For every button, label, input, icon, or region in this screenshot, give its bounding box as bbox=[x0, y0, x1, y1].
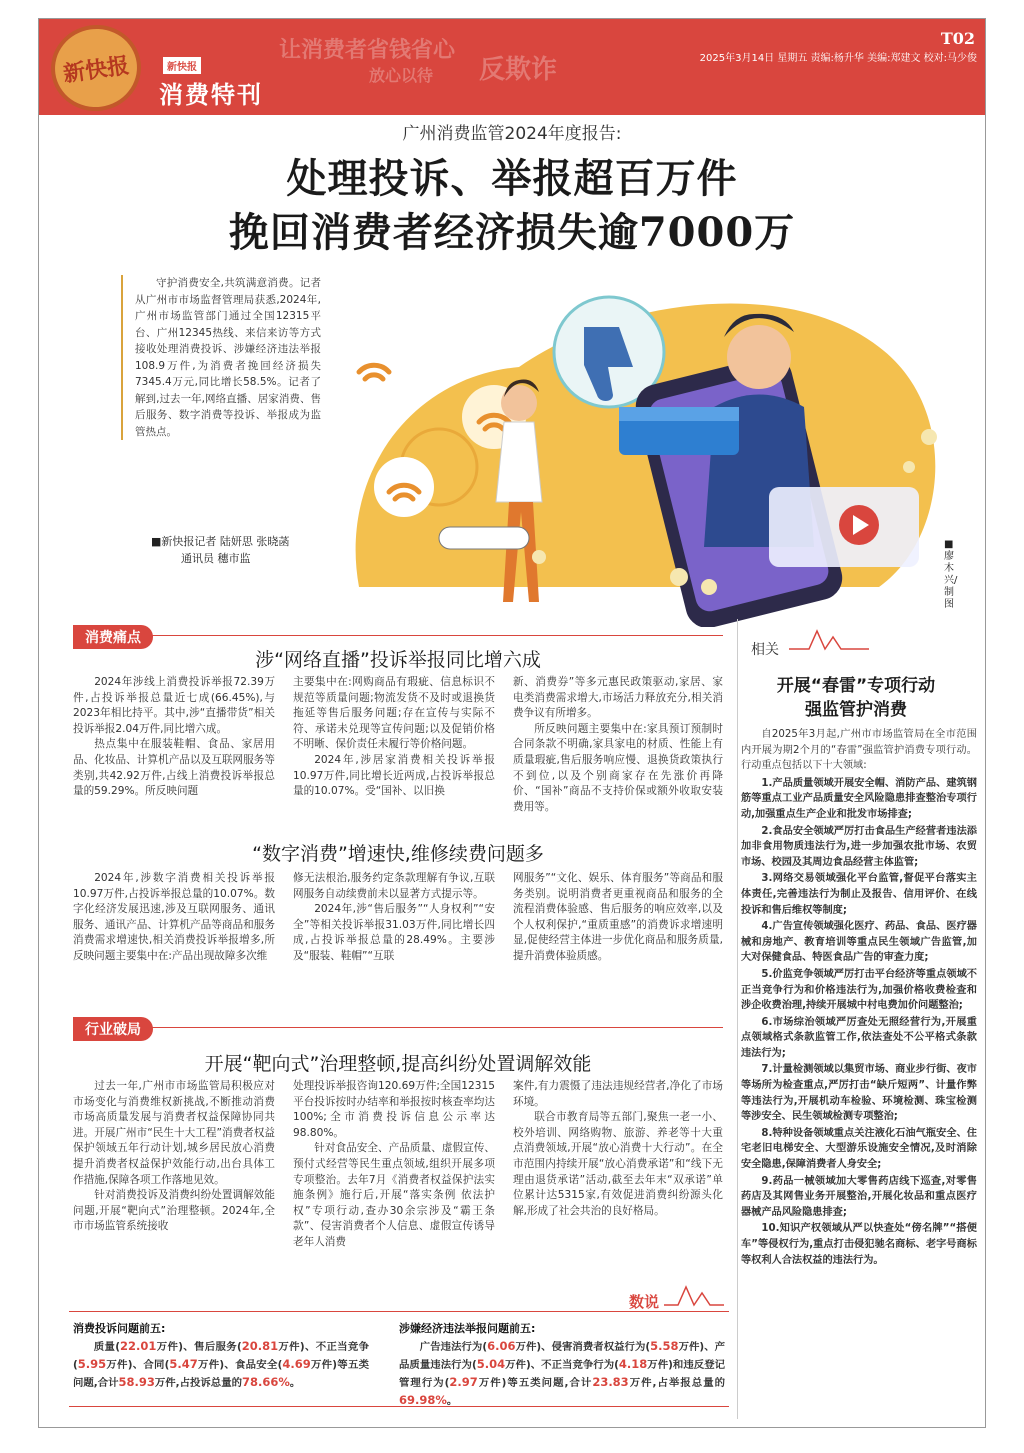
byline bbox=[151, 533, 289, 567]
date-editor-line: 2025年3月14日 星期五 责编:杨升华 美编:郑建文 校对:马少俊 bbox=[699, 53, 977, 64]
paragraph: 联合市教育局等五部门,聚焦一老一小、校外培训、网络购物、旅游、养老等十大重点消费领域,开展“放心消费十大行动”。在全市范围内持续开展“放心消费承诺”和“线下无理由退货承诺”活动,截至去年末“双承诺”单位累计达5315家,有效促进消费纠纷源头化解,形成了社会共治的良好格局。 bbox=[513, 1111, 723, 1217]
text: 万件)、产品质量违法行为( bbox=[399, 1341, 726, 1371]
section2-label: 行业破局 bbox=[73, 1017, 153, 1041]
paragraph: 热点集中在服装鞋帽、食品、家居用品、化妆品、计算机产品以及互联网服务等类别,共42.92万件,占线上消费投诉举报总量的59.29%。所反映问题 bbox=[73, 738, 275, 798]
newspaper-page bbox=[38, 18, 986, 1428]
paragraph: 网服务”“文化、娱乐、体育服务”等商品和服务类别。说明消费者更重视商品和服务的全流程消费体验感、售后服务的响应效率,以及个人权利保护,“重质重感”的消费诉求增速明显,促使经营主体进一步优化商品和服务质量,提升消费体验质感。 bbox=[513, 872, 723, 962]
text: 万件)、侵害消费者权益行为( bbox=[515, 1341, 651, 1353]
data-right-text bbox=[399, 1338, 725, 1410]
page-number: T02 bbox=[940, 29, 975, 48]
section-name: 消费特刊 bbox=[159, 81, 263, 109]
section1-subhead-2: “数字消费”增速快,维修续费问题多 bbox=[252, 843, 544, 865]
seal-text: 新快报 bbox=[61, 53, 131, 87]
sidebar-divider bbox=[737, 619, 738, 1419]
man-head bbox=[727, 325, 791, 389]
paragraph: 处理投诉举报咨询120.69万件;全国12315平台投诉按时办结率和举报按时核查率均达100%;全市消费投诉信息公示率达98.80%。 bbox=[293, 1080, 495, 1139]
sidebar-intro: 自2025年3月起,广州市市场监管局在全市范围内开展为期2个月的“春雷”强监管护消费专项行动。行动重点包括以下十大领域: bbox=[741, 729, 977, 772]
value: 5.04 bbox=[476, 1357, 506, 1371]
paragraph: 2024年,涉“售后服务”“人身权利”“安全”等相关投诉举报31.03万件,同比增长四成,占投诉举报总量的28.49%。主要涉及“服装、鞋帽”“互联 bbox=[293, 903, 495, 962]
text: 广告违法行为( bbox=[419, 1341, 488, 1353]
text: 万件)等五类问题,合计 bbox=[477, 1377, 593, 1389]
value: 58.93 bbox=[118, 1375, 155, 1389]
section1-col2 bbox=[293, 675, 495, 800]
section2-subhead: 开展“靶向式”治理整顿,提高纠纷处置调解效能 bbox=[204, 1053, 592, 1075]
blue-box-lid bbox=[619, 407, 739, 421]
section1-subhead-1: 涉“网络直播”投诉举报同比增六成 bbox=[255, 649, 541, 671]
zigzag-line-icon bbox=[664, 1281, 724, 1309]
sidebar-item: 3.网络交易领域强化平台监管,督促平台落实主体责任,完善违法行为制止及报告、信用评价、在线投诉和售后维权等制度; bbox=[741, 873, 977, 916]
section2-rule bbox=[73, 1027, 723, 1028]
value: 78.66% bbox=[241, 1375, 290, 1389]
value: 6.06 bbox=[487, 1339, 516, 1353]
speech-bubble bbox=[439, 527, 529, 549]
paragraph: 2024年,涉数字消费相关投诉举报10.97万件,占投诉举报总量的10.07%。数字化经济发展迅速,涉及互联网服务、通讯服务、通讯产品、计算机产品等商品和服务消费需求增速快,相关消费投诉举报增多,所反映问题主要集中在:产品出现故障多次维 bbox=[73, 872, 275, 962]
sidebar-item: 10.知识产权领域从严以快查处“傍名牌”“搭便车”等侵权行为,重点打击侵犯驰名商标、老字号商标等权利人合法权益的违法行为。 bbox=[741, 1223, 977, 1266]
section1-col1 bbox=[73, 675, 275, 800]
section2-col3 bbox=[513, 1079, 723, 1219]
section2-col2 bbox=[293, 1079, 495, 1251]
text: 万件)、售后服务( bbox=[156, 1341, 242, 1353]
section2-col1 bbox=[73, 1079, 275, 1235]
consumer-illustration bbox=[319, 257, 959, 627]
data-box bbox=[69, 1311, 729, 1407]
sidebar-item: 1.产品质量领域开展安全帽、消防产品、建筑钢筋等重点工业产品质量安全风险隐患排查整治专项行动,加强重点生产企业和批发市场排查; bbox=[741, 777, 977, 820]
section1-rule bbox=[73, 635, 723, 636]
value: 2.97 bbox=[449, 1375, 478, 1389]
sidebar-item: 2.食品安全领域严厉打击食品生产经营者违法添加非食用物质违法行为,进一步加强农批市场、农贸市场、校园及其周边食品经营主体监管; bbox=[741, 825, 977, 868]
value: 69.98% bbox=[399, 1393, 447, 1407]
text: 万件)等五类问题,合计 bbox=[73, 1359, 369, 1389]
sidebar-item: 4.广告宣传领域强化医疗、药品、食品、医疗器械和房地产、教育培训等重点民生领域广告监管,加大对保健食品、特医食品广告的审查力度; bbox=[741, 921, 977, 964]
ghost-slogan-2: 放心以待 bbox=[369, 66, 434, 85]
related-label: 相关 bbox=[751, 642, 779, 658]
sidebar-title-1: 开展“春雷”专项行动 bbox=[776, 676, 936, 696]
text: 万件)和违反登记管理行为( bbox=[399, 1359, 726, 1389]
paragraph: 案件,有力震慑了违法违规经营者,净化了市场环境。 bbox=[513, 1080, 723, 1108]
headline-line-1: 处理投诉、举报超百万件 bbox=[286, 155, 738, 202]
text: 。 bbox=[446, 1395, 458, 1407]
paragraph: 2024年涉线上消费投诉举报72.39万件,占投诉举报总量近七成(66.45%),与2023年相比持平。其中,涉“直播带货”相关投诉举报2.04万件,同比增六成。 bbox=[73, 676, 275, 735]
text: 质量( bbox=[93, 1341, 121, 1353]
paragraph: 主要集中在:网购商品有瑕疵、信息标识不规范等质量问题;物流发货不及时或退换货拖延等售后服务问题;存在宣传与实际不符、承诺未兑现等宣传问题;以及促销价格不明晰、保价责任未履行等价格问题。 bbox=[293, 676, 495, 751]
value: 20.81 bbox=[241, 1339, 279, 1353]
paragraph: 过去一年,广州市市场监管局积极应对市场变化与消费维权新挑战,不断推动消费市场高质量发展与消费者权益保障协同共进。开展广州市“民生十大工程”消费者权益保护领域五年行动计划,城乡居民放心消费提升消费者权益保护效能行动,出台具体工作措施,保障各项工作落地见效。 bbox=[73, 1080, 275, 1186]
sidebar-item: 8.特种设备领域重点关注液化石油气瓶安全、住宅老旧电梯安全、大型游乐设施安全情况,及时消除安全隐患,保障消费者人身安全; bbox=[741, 1127, 977, 1171]
text: 万件,占投诉总量的 bbox=[154, 1377, 242, 1389]
data-box-label: 数说 bbox=[629, 1293, 660, 1311]
value: 5.47 bbox=[169, 1357, 198, 1371]
ghost-slogan-3: 反欺诈 bbox=[479, 55, 558, 85]
ghost-slogan-1: 让消费者省钱省心 bbox=[279, 38, 456, 63]
data-left-text bbox=[73, 1338, 369, 1392]
text: 万件)、不正当竞争行为( bbox=[505, 1359, 619, 1371]
sidebar-body bbox=[741, 727, 977, 1269]
sidebar-item: 5.价监竞争领域严厉打击平台经济等重点领域不正当竞争行为和价格违法行为,加强价格收费检查和涉企收费治理,持续开展城中村电费加价问题整治; bbox=[741, 968, 977, 1012]
text: 万件)、合同( bbox=[106, 1359, 170, 1371]
sidebar-item: 9.药品一械领域加大零售药店线下巡查,对零售药店及其网售业务开展整治,开展化妆品和重点医疗器械产品风险隐患排查; bbox=[741, 1175, 977, 1218]
paragraph: 2024年,涉居家消费相关投诉举报10.97万件,同比增长近两成,占投诉举报总量的10.07%。受“国补、以旧换 bbox=[293, 753, 495, 798]
value: 4.69 bbox=[282, 1357, 311, 1371]
byline-reporters: ■新快报记者 陆妍思 张晓菡 bbox=[151, 535, 290, 548]
header-band bbox=[39, 19, 985, 115]
paragraph: 针对消费投诉及消费纠纷处置调解效能问题,开展“靶向式”治理整顿。2024年,全市市场监管系统接收 bbox=[73, 1189, 275, 1233]
sidebar-item: 6.市场综治领域严厉查处无照经营行为,开展重点领域格式条款监管工作,依法查处不公平格式条款违法行为; bbox=[741, 1016, 977, 1059]
value: 22.01 bbox=[120, 1339, 157, 1353]
paragraph: 针对食品安全、产品质量、虚假宣传、预付式经营等民生重点领域,组织开展多项专项整治。去年7月《消费者权益保护法实施条例》施行后,开展“落实条例 依法护权”专项行动,查办30余宗涉及“霸王条款”、侵害消费者个人信息、虚假宣传诱导老年人消费 bbox=[293, 1142, 495, 1248]
value: 4.18 bbox=[618, 1357, 648, 1371]
text: 万件,占举报总量的 bbox=[628, 1377, 725, 1389]
byline-correspondent: 通讯员 穗市监 bbox=[181, 552, 251, 565]
value: 5.58 bbox=[650, 1339, 679, 1353]
data-right-title: 涉嫌经济违法举报问题前五: bbox=[399, 1322, 536, 1335]
headline-line-2: 挽回消费者经济损失逾7000万 bbox=[228, 209, 796, 256]
newspaper-seal-logo bbox=[45, 19, 146, 115]
value: 5.95 bbox=[77, 1357, 107, 1371]
headline-kicker: 广州消费监管2024年度报告: bbox=[402, 124, 622, 144]
section-tag: 新快报 bbox=[163, 57, 201, 74]
section1-digital-col3 bbox=[513, 871, 723, 965]
zigzag-line-icon bbox=[789, 623, 869, 653]
illustration-credit: ■廖木兴/制图 bbox=[944, 539, 958, 610]
sidebar-item: 7.计量检测领域以集贸市场、商业步行街、夜市等场所为检查重点,严厉打击“缺斤短两”、计量作弊等违法行为,开展机动车检验、环境检测、珠宝检测等涉安全、民生领域检测专项整治; bbox=[741, 1064, 977, 1123]
paragraph: 所反映问题主要集中在:家具预订预制时合同条款不明确,家具家电的材质、性能上有质量瑕疵,售后服务响应慢、退换货政策执行不到位,以及个别商家存在先涨价再降价、“国补”商品不支持价保或额外收取安装费用等。 bbox=[513, 722, 723, 813]
text: 万件)、食品安全( bbox=[197, 1359, 283, 1371]
sidebar-title-2: 强监管护消费 bbox=[805, 700, 907, 720]
text: 。 bbox=[289, 1377, 301, 1389]
section1-digital-col2 bbox=[293, 871, 495, 965]
value: 23.83 bbox=[592, 1375, 629, 1389]
paragraph: 新、消费券”等多元惠民政策驱动,家居、家电类消费需求增大,市场活力释放充分,相关消费争议有所增多。 bbox=[513, 676, 723, 720]
data-left-title: 消费投诉问题前五: bbox=[73, 1322, 166, 1335]
article-lead: 守护消费安全,共筑满意消费。记者从广州市市场监督管理局获悉,2024年,广州市场监管部门通过全国12315平台、广州12345热线、来信来访等方式接收处理消费投诉、涉嫌经济违法举报108.9万件,为消费者挽回经济损失7345.4万元,同比增长58.5%。记者了解到,过去一年,网络直播、居家消费、售后服务、数字消费等投诉、举报成为监管热点。 bbox=[121, 275, 321, 440]
section1-digital-col1 bbox=[73, 871, 275, 965]
paragraph: 修无法根治,服务约定条款理解有争议,互联网服务自动续费前未以显著方式提示等。 bbox=[293, 872, 495, 900]
section1-label: 消费痛点 bbox=[73, 625, 153, 649]
text: 万件)、不正当竞争( bbox=[73, 1341, 370, 1371]
section1-col3 bbox=[513, 675, 723, 815]
woman-shirt bbox=[496, 422, 542, 502]
